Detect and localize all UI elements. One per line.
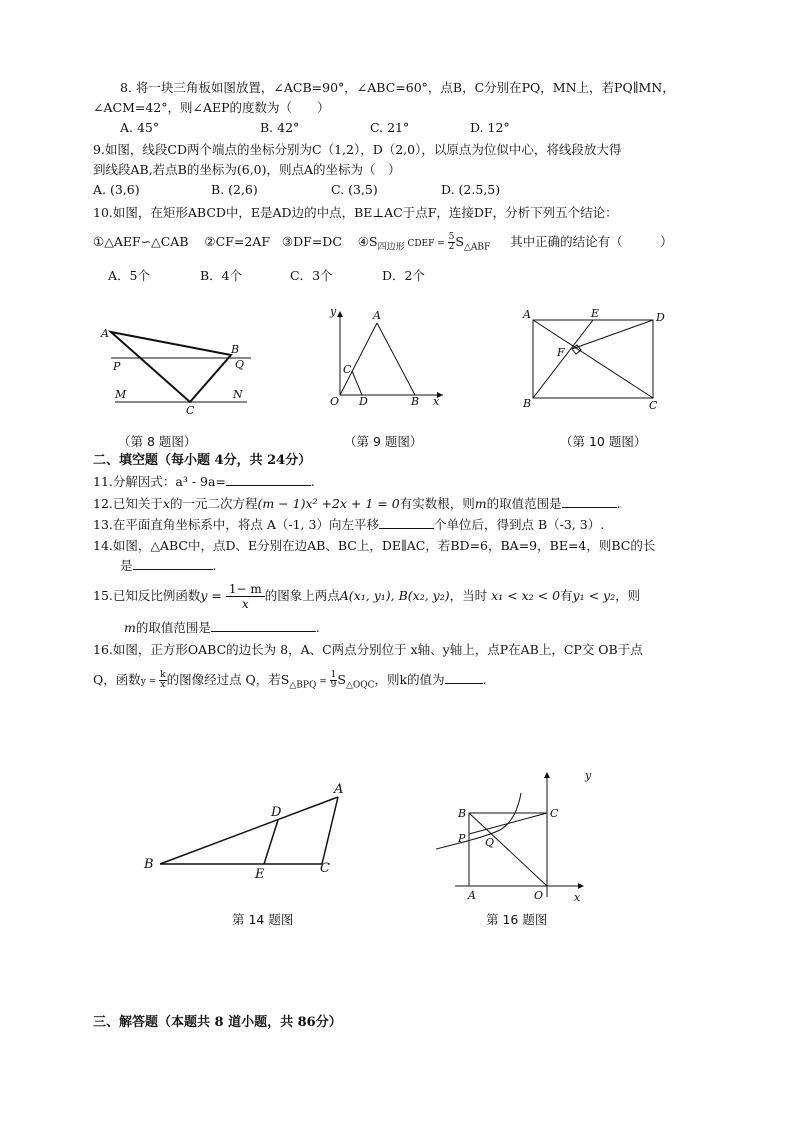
q15-line2: m的取值范围是 . [124,620,320,635]
fig8-label-b: B [231,343,240,356]
fig8-label-m: M [115,388,127,401]
fig10-line-df [572,320,653,349]
fig9-label-c: C [343,363,352,376]
fig8-label-q: Q [235,358,245,371]
q10-c3: ③DF=DC [281,234,342,249]
fig16-y-arrow [544,772,550,778]
section-2-heading: 二、填空题（每小题 4分，共 24分） [93,453,312,468]
fig16-label-q: Q [485,836,495,849]
fig10-label-b: B [523,397,532,410]
q9-option-b: B. (2,6) [211,182,258,197]
fig10-label-e: E [591,307,600,320]
q10-c1: ①△AEF∽△CAB [93,234,189,249]
fig10-diagonal-ac [533,320,653,398]
section-3-heading: 三、解答题（本题共 8 道小题，共 86分） [93,1015,342,1030]
q10-c4: $④S_{四边形}$ CDEF = $\frac{5}{2}$ $S_{\triangle ABF}$ [357,232,491,253]
caption-fig9: （第 9 题图） [344,434,423,449]
fig14-label-b: B [144,857,154,872]
fig9-line-ab [377,323,415,395]
q8-line2: ∠ACM=42°，则∠AEP的度数为（ ） [93,100,330,115]
fig8-label-p: P [113,360,121,373]
figure-8 [95,320,265,420]
fig8-label-c: C [186,404,195,417]
q9-option-c: C. (3,5) [331,182,378,197]
q10-option-a: A．5个 [108,268,150,283]
fig16-label-b: B [458,807,467,820]
q14-line2: 是 . [120,558,217,573]
q16-answer-blank[interactable] [445,671,483,684]
figure-14 [140,780,355,880]
q11-answer-blank[interactable] [226,473,311,486]
q8-line1: 8. 将一块三角板如图放置，∠ACB=90°，∠ABC=60°，点B，C分别在PQ，MN上，若PQ∥MN， [120,80,675,95]
q12: 12.已知关于x的一元二次方程(m − 1)x² +2x + 1 = 0有实数根，则m的取值范围是 . [93,496,621,511]
fig9-label-b: B [411,395,420,408]
fig14-label-c: C [320,861,330,876]
fig14-label-e: E [255,867,265,882]
fig9-line-cd [352,371,362,395]
caption-fig16: 第 16 题图 [486,912,548,927]
fig14-label-a: A [334,782,344,797]
fig8-label-a: A [101,327,109,340]
q10-conclusions [93,232,673,258]
q10-line1: 10.如图，在矩形ABCD中，E是AD边的中点，BE⊥AC于点F，连接DF，分析下列五个结论： [93,205,618,220]
q9-option-d: D. (2.5,5) [441,182,501,197]
fig8-label-n: N [233,388,243,401]
fig16-label-o: O [534,889,544,902]
q15-answer-blank[interactable] [211,619,316,632]
fig10-label-a: A [523,308,531,321]
fig16-label-p: P [458,832,466,845]
caption-fig14: 第 14 题图 [232,912,294,927]
q9-options [93,180,541,200]
q12-answer-blank[interactable] [562,495,617,508]
caption-fig8: （第 8 题图） [118,434,197,449]
q16-line1: 16.如图，正方形OABC的边长为 8，A、C两点分别位于 x轴、y轴上，点P在AB上，CP交 OB于点 [93,642,643,657]
fig16-x-arrow [578,883,584,889]
fig9-label-o: O [330,395,340,408]
fig16-label-y: y [585,769,592,782]
q15-line1: 15.已知反比例函数y = $\frac{1- m}{x}$ 的图象上两点A(x₁, y₁), B(x₂, y₂)，当时 x₁ < x₂ < 0有y₁ < y₂，则 [93,582,641,611]
fig10-label-c: C [649,399,658,412]
q9-line1: 9.如图，线段CD两个端点的坐标分别为C（1,2），D（2,0），以原点为位似中心，将线段放大得 [93,142,622,157]
q16-line2: Q，函数y = $\frac{k}{x}$ 的图像经过点 Q，若$S_{\triangle BPQ}$ = $\frac{1}{9}$ $S_{\triangle OQC}$，则k的值为 . [93,670,487,691]
q10-option-d: D．2个 [382,268,425,283]
q10-options [108,266,472,286]
fig14-line-ac [322,797,338,864]
figure-16 [430,765,590,910]
fig16-label-c: C [550,807,559,820]
fig9-label-y: y [330,305,337,318]
q9-option-a: A. (3,6) [93,182,140,197]
q8-option-d: D. 12° [470,120,510,135]
fig16-label-x: x [574,891,581,904]
fig16-label-a: A [468,889,476,902]
fig14-line-ba [160,797,338,864]
q10-option-b: B．4个 [200,268,243,283]
figure-10 [520,305,670,410]
fig9-label-d: D [359,395,368,408]
fig10-label-d: D [656,311,665,324]
caption-fig10: （第 10 题图） [560,434,647,449]
q13: 13.在平面直角坐标系中，将点 A（-1, 3）向左平移 个单位后，得到点 B（-3, 3）. [93,517,605,532]
fig10-line-be [533,320,593,398]
q14-answer-blank[interactable] [133,557,213,570]
q8-options [120,118,570,138]
fig10-label-f: F [557,346,565,359]
q13-answer-blank[interactable] [379,516,434,529]
q10-c2: ②CF=2AF [204,234,270,249]
fig14-label-d: D [271,805,282,820]
fig8-triangle [111,332,231,402]
q8-option-c: C. 21° [370,120,410,135]
q11: 11.分解因式：a³ - 9a= . [93,474,315,489]
fig9-label-x: x [433,395,440,408]
figure-9 [325,305,450,410]
fig9-label-a: A [373,309,381,322]
fig16-hyperbola [436,793,521,849]
q10-question-tail: 其中正确的结论有（ ） [510,234,673,249]
fig9-y-arrow [337,311,343,317]
q8-option-b: B. 42° [260,120,300,135]
fig14-line-de [264,820,278,864]
q8-option-a: A. 45° [120,120,160,135]
q9-line2: 到线段AB,若点B的坐标为(6,0)，则点A的坐标为（ ） [93,162,401,177]
fig9-line-oa [340,323,377,395]
q10-option-c: C．3个 [290,268,333,283]
q14-line1: 14.如图，△ABC中，点D、E分别在边AB、BC上，DE∥AC，若BD=6，BA=9，BE=4，则BC的长 [93,538,656,553]
